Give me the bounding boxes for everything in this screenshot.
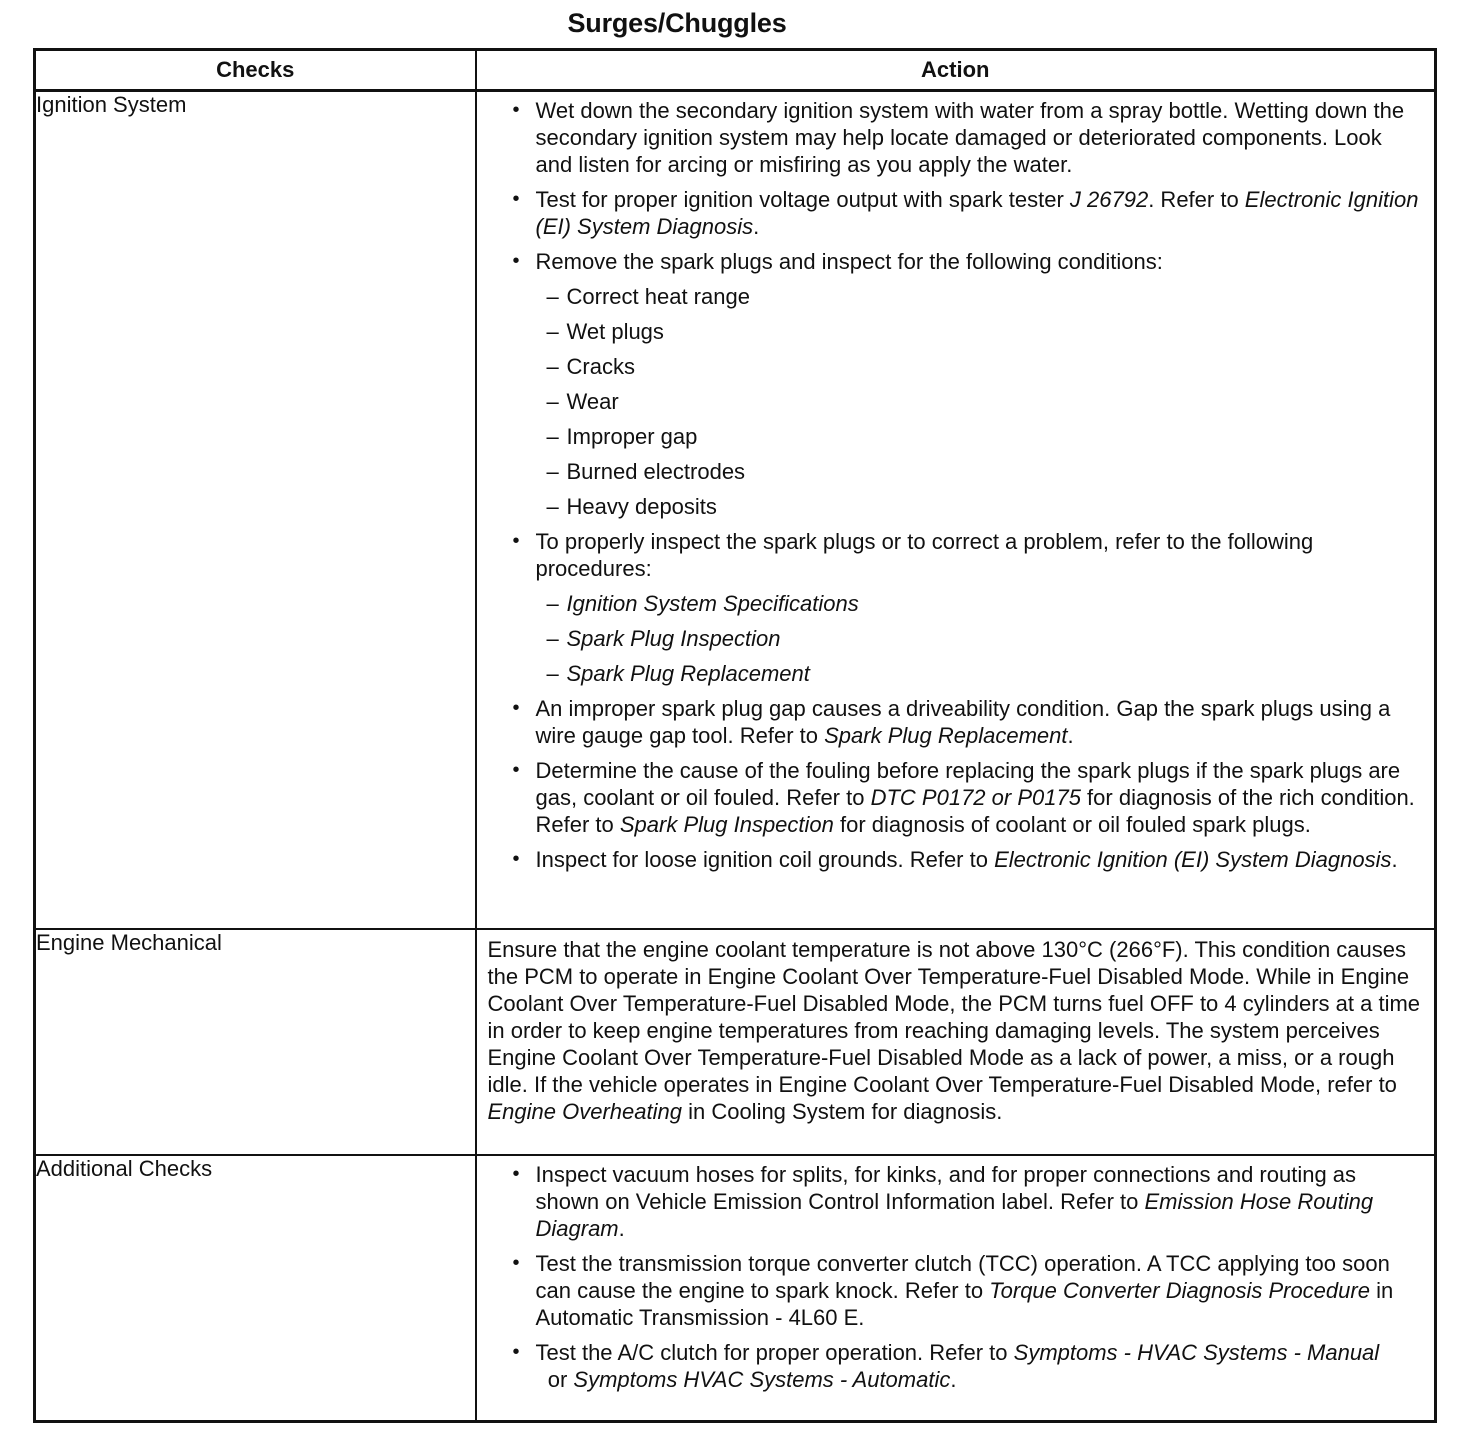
check-engine-mechanical: Engine Mechanical [35,929,476,1155]
procedure-reference: Emission Hose Routing Diagram [535,1188,1374,1241]
bullet-text: Test the A/C clutch for proper operation. Refer to [535,1339,1014,1365]
bullet-text: for diagnosis of the rich condition. Refer to [535,785,1415,837]
procedure-reference: Torque Converter Diagnosis Procedure [989,1277,1370,1303]
condition-list [536,283,1423,520]
procedure-reference: Spark Plug Inspection [566,626,781,651]
procedure-item [547,625,1423,660]
list-item [513,1250,1423,1331]
bullet-text: or [535,1366,574,1392]
bullet-text: Remove the spark plugs and inspect for the following conditions: [535,249,1163,274]
bullet-text: An improper spark plug gap causes a driveability condition. Gap the spark plugs using a wire gauge gap tool. Refer to [535,696,1391,748]
symptom-table [33,48,1437,1423]
bullet-text: Wet down the secondary ignition system with water from a spray bottle. Wetting down the secondary ignition system may help locate damaged or deteriorated components. Look and listen for arcing or misfiring as you apply the water. [535,98,1405,177]
bullet-text: Determine the cause of the fouling before replacing the spark plugs if the spark plugs are gas, coolant or oil fouled. Refer to [535,758,1401,810]
procedure-reference: Electronic Ignition (EI) System Diagnosis [535,187,1419,239]
condition-item: – Wear [547,388,1423,423]
list-item [513,846,1423,873]
paragraph-text: in Cooling System for diagnosis. [681,1098,1003,1124]
procedure-reference: Symptoms HVAC Systems - Automatic [573,1366,951,1392]
list-item [513,528,1423,687]
list-item [513,97,1423,178]
bullet-text: Inspect vacuum hoses for splits, for kinks, and for proper connections and routing as shown on Vehicle Emission Control Information label. Refer to [535,1161,1357,1214]
list-item [513,248,1423,520]
bullet-text: in Automatic Transmission - 4L60 E. [535,1277,1394,1330]
procedure-list [536,590,1423,687]
condition-item: – Heavy deposits [547,493,1423,520]
page-title: Surges/Chuggles [567,8,787,38]
header-checks: Checks [35,50,476,91]
table-header-row [35,50,1436,91]
procedure-reference: Engine Overheating [487,1098,682,1124]
bullet-text: To properly inspect the spark plugs or to correct a problem, refer to the following procedures: [535,529,1314,581]
header-action: Action [476,50,1436,91]
bullet-text: . [1067,723,1074,748]
condition-item: – Cracks [547,353,1423,388]
procedure-item [547,590,1423,625]
list-item [513,186,1423,240]
procedure-reference: Ignition System Specifications [566,591,859,616]
condition-item: – Improper gap [547,423,1423,458]
condition-item: – Wet plugs [547,318,1423,353]
action-additional-checks [476,1155,1436,1422]
procedure-reference: Electronic Ignition (EI) System Diagnosis [994,847,1392,872]
bullet-text: . Refer to [1148,187,1245,212]
list-item [513,1339,1423,1393]
condition-item: – Burned electrodes [547,458,1423,493]
condition-item: – Correct heat range [547,283,1423,318]
table-row-additional [35,1155,1436,1422]
action-ignition-system [476,91,1436,929]
bullet-text: . [1391,847,1398,872]
procedure-reference: Symptoms - HVAC Systems - Manual [1013,1339,1380,1365]
bullet-text: for diagnosis of coolant or oil fouled spark plugs. [833,812,1311,837]
check-ignition-system: Ignition System [35,91,476,929]
tool-reference: J 26792 [1069,187,1149,212]
check-additional-checks: Additional Checks [35,1155,476,1422]
procedure-reference: Spark Plug Inspection [619,812,834,837]
action-engine-mechanical [476,929,1436,1155]
list-item [513,695,1423,749]
procedure-reference: DTC P0172 or P0175 [870,785,1081,810]
table-row-ignition [35,91,1436,929]
paragraph-text: Ensure that the engine coolant temperature is not above 130°C (266°F). This condition causes the PCM to operate in Engine Coolant Over Temperature-Fuel Disabled Mode. While in Engine Coolant Over Temperature-Fuel Disabled Mode, the PCM turns fuel OFF to 4 cylinders at a time in order to keep engine temperatures from reaching damaging levels. The system perceives Engine Coolant Over Temperature-Fuel Disabled Mode as a lack of power, a miss, or a rough idle. If the vehicle operates in Engine Coolant Over Temperature-Fuel Disabled Mode, refer to [487,936,1421,1097]
bullet-text: . [950,1366,957,1392]
procedure-reference: Spark Plug Replacement [824,723,1068,748]
procedure-item [547,660,1423,687]
bullet-text: Test the transmission torque converter clutch (TCC) operation. A TCC applying too soon can cause the engine to spark knock. Refer to [535,1250,1390,1303]
procedure-reference: Spark Plug Replacement [566,661,810,686]
bullet-text: Inspect for loose ignition coil grounds. Refer to [535,847,995,872]
list-item [513,757,1423,838]
bullet-text: . [753,214,760,239]
bullet-text: Test for proper ignition voltage output with spark tester [535,187,1070,212]
bullet-text: . [618,1215,625,1241]
table-row-engine [35,929,1436,1155]
list-item [513,1161,1423,1242]
